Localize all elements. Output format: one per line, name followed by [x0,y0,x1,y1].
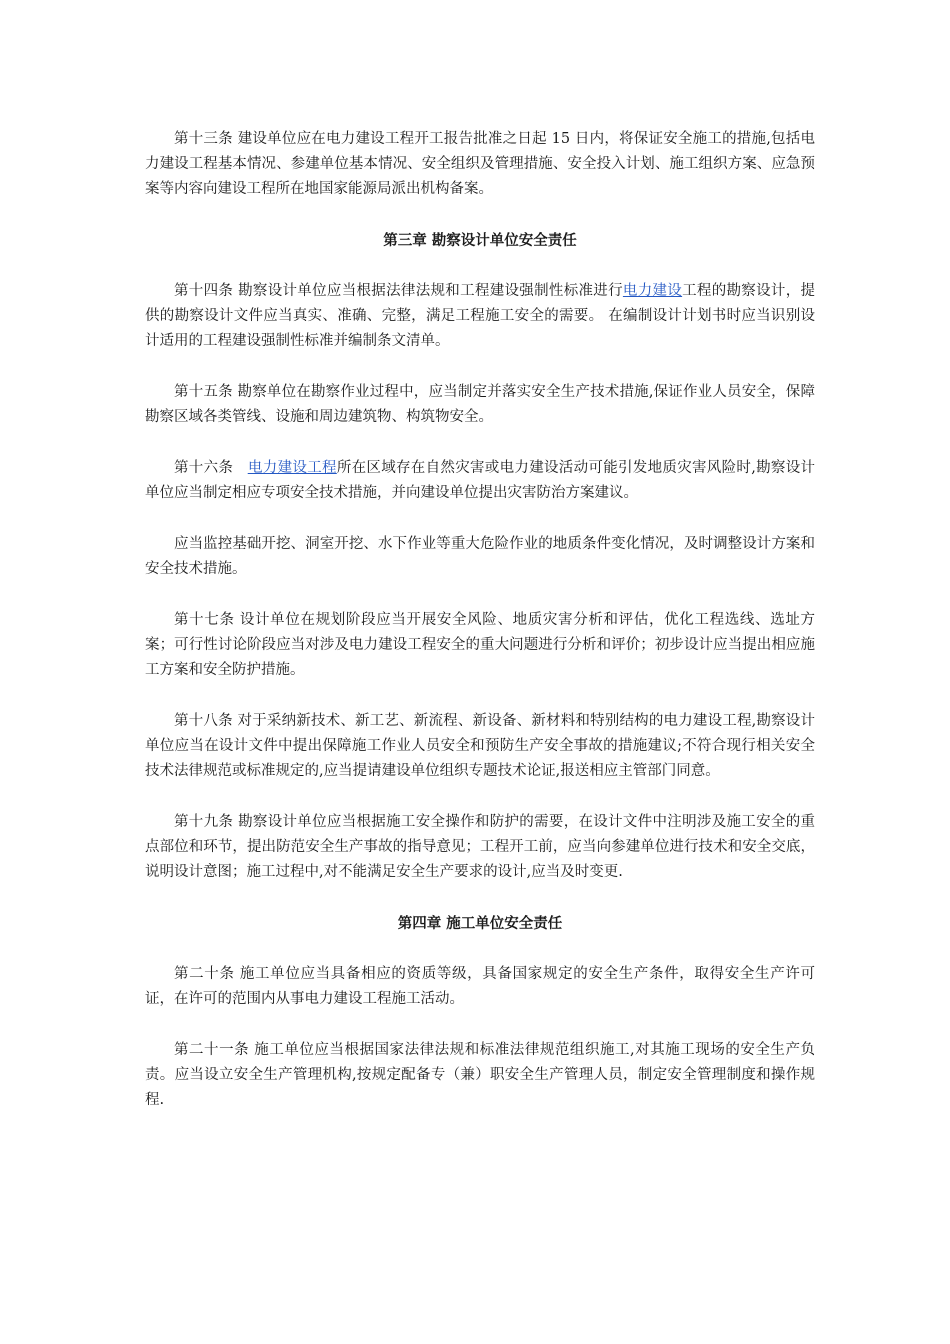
article-14 [145,279,815,354]
document-page [145,127,815,1139]
article-20: 第二十条 施工单位应当具备相应的资质等级，具备国家规定的安全生产条件，取得安全生产许可证，在许可的范围内从事电力建设工程施工活动。 [145,966,815,1007]
chapter-4-title: 第四章 施工单位安全责任 [397,915,563,932]
chapter-3-title: 第三章 勘察设计单位安全责任 [383,232,577,249]
article-14-text-before: 第十四条 勘察设计单位应当根据法律法规和工程建设强制性标准进行 [174,283,623,299]
article-16-text-before: 第十六条 [174,460,234,476]
article-16-continuation: 应当监控基础开挖、洞室开挖、水下作业等重大危险作业的地质条件变化情况，及时调整设计方案和安全技术措施。 [145,536,815,577]
article-16-text-after: 所在区域存在自然灾害或电力建设活动可能引发地质灾害风险时,勘察设计单位应当制定相应专项安全技术措施，并向建设单位提出灾害防治方案建议。 [145,460,816,501]
article-18: 第十八条 对于采纳新技术、新工艺、新流程、新设备、新材料和特别结构的电力建设工程,勘察设计单位应当在设计文件中提出保障施工作业人员安全和预防生产安全事故的措施建议;不符合现行相关安全技术法律规范或标准规定的,应当提请建设单位组织专题技术论证,报送相应主管部门同意。 [145,713,815,779]
article-21: 第二十一条 施工单位应当根据国家法律法规和标准法律规范组织施工,对其施工现场的安全生产负责。应当设立安全生产管理机构,按规定配备专（兼）职安全生产管理人员，制定安全管理制度和操作规程. [145,1042,815,1108]
power-construction-project-link[interactable]: 电力建设工程 [247,460,337,476]
article-19: 第十九条 勘察设计单位应当根据施工安全操作和防护的需要，在设计文件中注明涉及施工安全的重点部位和环节，提出防范安全生产事故的指导意见；工程开工前，应当向参建单位进行技术和安全交底，说明设计意图；施工过程中,对不能满足安全生产要求的设计,应当及时变更. [145,814,815,880]
article-14-text-after: 工程的勘察设计，提供的勘察设计文件应当真实、准确、完整，满足工程施工安全的需要。 在编制设计计划书时应当识别设计适用的工程建设强制性标准并编制条文清单。 [145,283,816,349]
power-construction-link[interactable]: 电力建设 [622,283,683,299]
article-17: 第十七条 设计单位在规划阶段应当开展安全风险、地质灾害分析和评估，优化工程选线、选址方案；可行性讨论阶段应当对涉及电力建设工程安全的重大问题进行分析和评价；初步设计应当提出相应施工方案和安全防护措施。 [145,612,815,678]
article-15: 第十五条 勘察单位在勘察作业过程中，应当制定并落实安全生产技术措施,保证作业人员安全，保障勘察区域各类管线、设施和周边建筑物、构筑物安全。 [145,384,815,425]
article-13: 第十三条 建设单位应在电力建设工程开工报告批准之日起 15 日内，将保证安全施工的措施,包括电力建设工程基本情况、参建单位基本情况、安全组织及管理措施、安全投入计划、施工组织方案、应急预案等内容向建设工程所在地国家能源局派出机构备案。 [145,131,815,197]
article-16 [145,456,815,506]
